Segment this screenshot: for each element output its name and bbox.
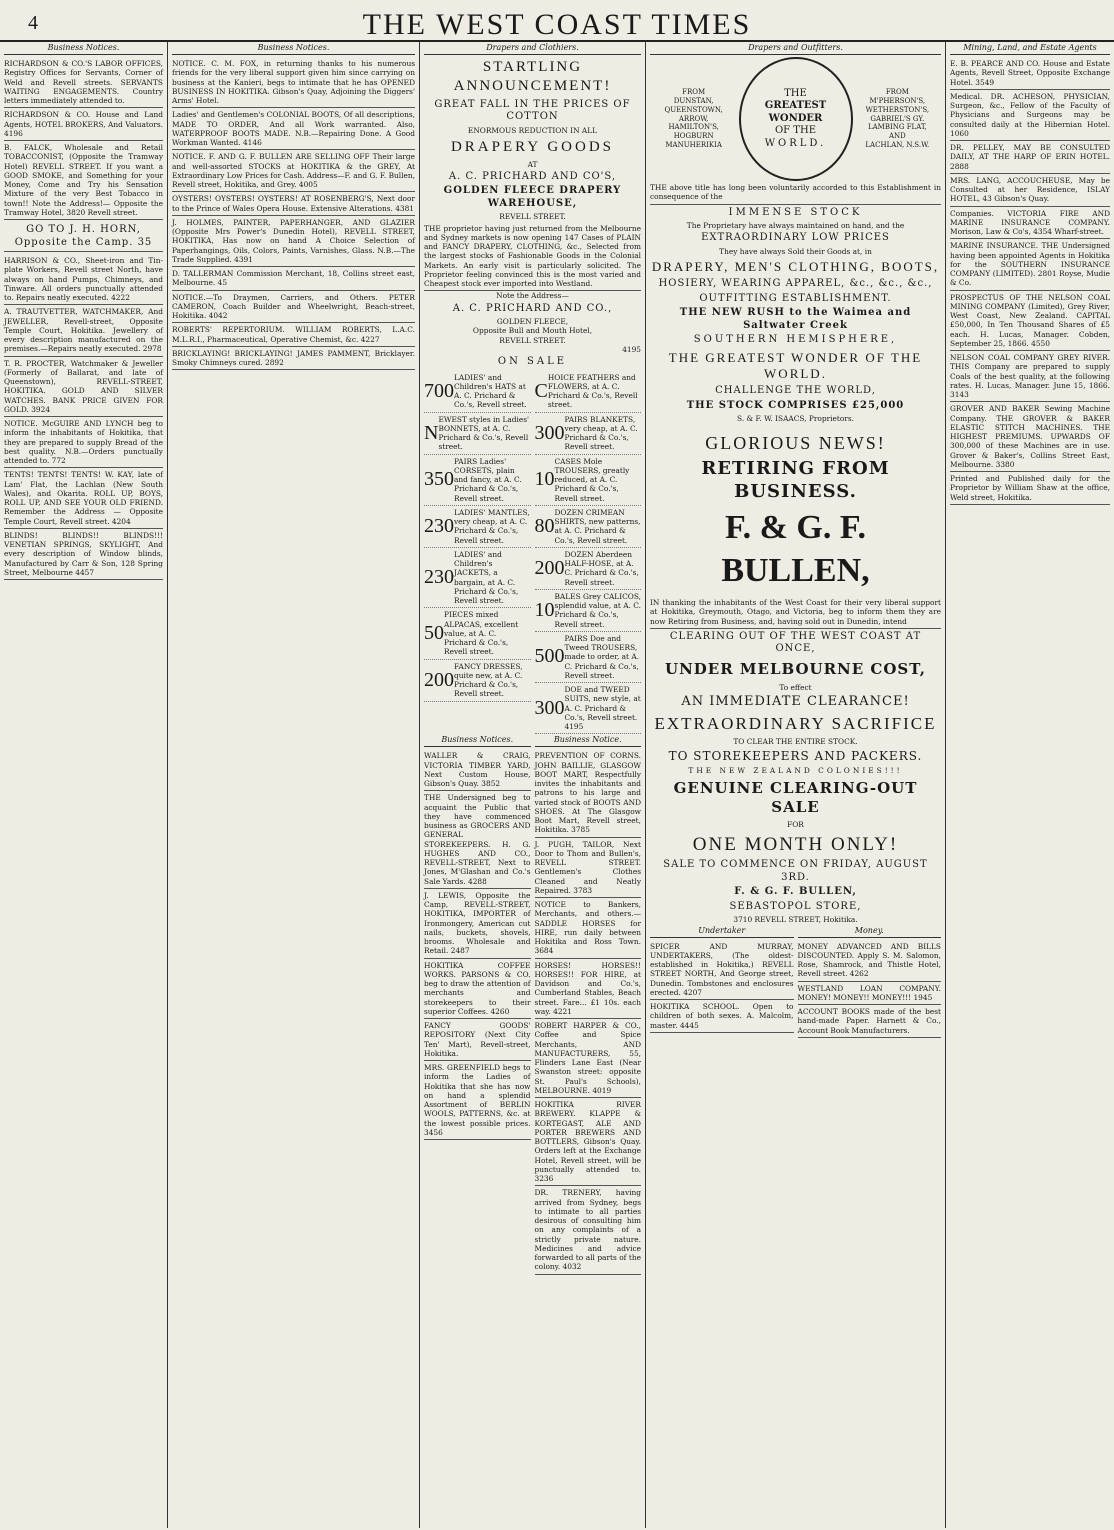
oval-line: THE	[784, 87, 807, 99]
advertisement: MONEY ADVANCED AND BILLS DISCOUNTED. Apply S. M. Salomon, Rose, Shamrock, and Thistle Hotel, Revell street. 4262	[798, 940, 942, 982]
sale-item	[424, 455, 531, 506]
origin-item: ARROW,	[678, 114, 709, 123]
advertisement: J. HOLMES, PAINTER, PAPERHANGER, AND GLAZIER (Opposite Mrs Power's Dunedin Hotel), REVELL STREET, HOKITIKA, Has now on hand A Choice Selection of Paperhangings, Oils, Colors, Paints, Varnishes, Glass. N.B.—The Trade Supplied. 4391	[172, 216, 415, 267]
origin-list-left	[650, 88, 737, 149]
advertisement: HOKITIKA RIVER BREWERY. KLAPPE & KORTEGAST, ALE AND PORTER BREWERS AND BOTTLERS, Gibson's Quay. Orders left at the Exchange Hotel, Revell street, will be punctually attended to. 3236	[535, 1098, 642, 1186]
business-notices-left	[424, 734, 531, 1274]
text-line: The Proprietary have always maintained on hand, and the	[686, 221, 905, 230]
sale-text: EWEST styles in Ladies' BONNETS, at A. C. Prichard & Co.'s, Revell street.	[438, 414, 530, 452]
origin-item: HAMILTON'S,	[668, 123, 719, 132]
advertisement: T. R. PROCTER, Watchmaker & Jeweller (Formerly of Ballarat, and late of Queenstown), REVELL-STREET, HOKITIKA. GOLD AND SILVER WATCHES. BANK PRICE GIVEN FOR GOLD. 3924	[4, 357, 163, 418]
advertisement: WESTLAND LOAN COMPANY. MONEY! MONEY!! MONEY!!! 1945	[798, 982, 942, 1006]
advertisement: NELSON COAL COMPANY GREY RIVER. THIS Company are prepared to supply Coals of the best quality, at the following rates. H. Lucas, Manager. June 15, 1866. 3143	[950, 351, 1110, 402]
advertisement: PROSPECTUS OF THE NELSON COAL MINING COMPANY (Limited), Grey River, West Coast, New Zealand. CAPITAL £50,000, In Ten Thousand Shares of £5 each. H. Lucas, Manager. Cobden, September 25, 1866. 4550	[950, 291, 1110, 352]
text-line: AN IMMEDIATE CLEARANCE!	[681, 693, 910, 709]
sale-item	[535, 371, 642, 413]
sale-item	[535, 590, 642, 632]
sale-item	[424, 548, 531, 609]
column-4	[646, 42, 946, 1528]
sale-item	[424, 371, 531, 413]
origin-item: QUEENSTOWN,	[664, 105, 723, 114]
sale-number: 10	[534, 598, 555, 621]
sale-number: 300	[534, 696, 565, 719]
sale-text: HOICE FEATHERS and FLOWERS, at A. C. Prichard & Co.'s, Revell street.	[547, 372, 638, 410]
text-line: They have always Sold their Goods at, in	[719, 246, 872, 256]
origin-list-right	[854, 88, 941, 149]
advertisement: Ladies' and Gentlemen's COLONIAL BOOTS, Of all descriptions, MADE TO ORDER, And all Work warranted. Also, WATERPROOF BOOTS MADE. N.B.—Repairing Done. A Good Workman Wanted. 4146	[172, 108, 415, 150]
advertisement: E. B. PEARCE AND CO. House and Estate Agents, Revell Street, Opposite Exchange Hotel. 3549	[950, 57, 1110, 90]
advertisement: SPICER AND MURRAY, UNDERTAKERS, (The oldest-established in Hokitika,) REVELL STREET NORTH, And George street, Dunedin. Tombstones and enclosures erected. 4207	[650, 940, 794, 1001]
advertisement-body: THE proprietor having just returned from the Melbourne and Sydney markets is now opening 147 Cases of PLAIN and FANCY DRAPERY, CLOTHING, &c., Selected from the largest stocks of Fashionable Goods in the Colonial Markets. An early visit is particularly solicited. The Proprietor feeling convinced this is the most varied and Cheapest stock ever imported into Westland.	[424, 222, 641, 292]
advertisement: NOTICE. C. M. FOX, in returning thanks to his numerous friends for the very liberal support given him since carrying on business at the Kanieri, begs to intimate that he has OPENED BUSINESS IN HOKITIKA. Gibson's Quay, Adjoining the Diggers' Arms' Hotel.	[172, 57, 415, 108]
text-line: To effect	[779, 682, 812, 692]
advertisement: WALLER & CRAIG, VICTORIA TIMBER YARD, Next Custom House, Gibson's Quay. 3852	[424, 749, 531, 791]
advertisement: NOTICE to Bankers, Merchants, and others.—SADDLE HORSES for HIRE, run daily between Hokitika and Ross Town. 3684	[535, 898, 642, 959]
sale-number: N	[424, 421, 439, 444]
text-line: Note the Address—	[496, 291, 569, 301]
advertisement: RICHARDSON & CO.'S LABOR OFFICES, Registry Offices for Servants, Corner of Weld and Revell streets. SERVANTS WAITING ENGAGEMENTS. Country letters immediately attended to.	[4, 57, 163, 108]
column-5	[946, 42, 1114, 1528]
business-notices-right	[535, 734, 642, 1274]
sale-text: FANCY DRESSES, quite new, at A. C. Prichard & Co.'s, Revell street.	[454, 661, 523, 699]
sale-item	[535, 632, 642, 683]
sale-item	[424, 413, 531, 455]
text-line: THE NEW RUSH to the Waimea and Saltwater Creek	[679, 307, 912, 331]
text-line: IMMENSE STOCK	[728, 206, 863, 218]
text-line: THE NEW ZEALAND COLONIES!!!	[688, 765, 903, 775]
text-line: CLEARING OUT OF THE WEST COAST AT ONCE,	[669, 630, 922, 655]
text-line: SALE TO COMMENCE ON FRIDAY, AUGUST 3RD.	[663, 859, 928, 883]
headline: RETIRING FROM BUSINESS.	[701, 458, 890, 502]
text-line: THE above title has long been voluntarily accorded to this Establishment in consequence of the	[650, 181, 941, 205]
text-line: FOR	[787, 820, 804, 830]
oval-line: WORLD.	[764, 137, 827, 149]
advertisement: MRS. GREENFIELD begs to inform the Ladies of Hokitika that she has now on hand a splendid Assortment of BERLIN WOOLS, PATTERNS, &c. at the lowest possible prices. 3456	[424, 1061, 531, 1140]
sale-text: PIECES mixed ALPACAS, excellent value, at A. C. Prichard & Co.'s, Revell street.	[444, 610, 519, 657]
text-line: THE GREATEST WONDER OF THE WORLD.	[668, 349, 923, 381]
imprint: Printed and Published daily for the Proprietor by William Shaw at the office, Weld street, Hokitika.	[950, 472, 1110, 505]
origin-item: AND	[888, 132, 906, 141]
sale-text: PAIRS Doe and Tweed TROUSERS, made to order, at A. C. Prichard & Co.'s, Revell street.	[564, 633, 640, 680]
masthead	[0, 0, 1114, 42]
origin-item: DUNSTAN,	[673, 97, 714, 106]
advertisement: DR. TRENERY, having arrived from Sydney, begs to intimate to all parties desirous of consulting him on any complaints of a strictly private nature. Medicines and advice forwarded to all parts of the colony. 4032	[535, 1186, 642, 1274]
subheadline: GREAT FALL IN THE PRICES OF COTTON	[434, 98, 631, 122]
sale-item	[535, 413, 642, 455]
advertisement: HOKITIKA SCHOOL. Open to children of both sexes. A. Malcolm, master. 4445	[650, 1000, 794, 1033]
sale-number: 10	[534, 468, 555, 491]
text-line: TO STOREKEEPERS AND PACKERS.	[668, 748, 923, 763]
text-line: CHALLENGE THE WORLD,	[715, 385, 876, 397]
advertisement: ROBERTS' REPERTORIUM. WILLIAM ROBERTS, L.A.C. M.L.R.I., Pharmaceutical, Operative Chemist, &c. 4227	[172, 323, 415, 347]
money-section	[798, 925, 942, 1038]
text-line: A. C. PRICHARD AND CO'S,	[448, 170, 617, 182]
headline: DRAPERY GOODS	[450, 138, 615, 155]
sale-text: LADIES' MANTLES, very cheap, at A. C. Prichard & Co.'s, Revell street.	[454, 507, 530, 545]
section-header: Drapers and Outfitters.	[650, 42, 941, 55]
advertisement: GROVER AND BAKER Sewing Machine Company. THE GROVER & BAKER ELASTIC STITCH MACHINES. THE HIGHEST PREMIUMS. UPWARDS OF 300,000 of these Machines are in use. Grover & Baker's, Collins Street East, Melbourne. 3380	[950, 402, 1110, 472]
advertisement: NOTICE.—To Draymen, Carriers, and Others. PETER CAMERON, Coach Builder and Wheelwright, Beach-street, Hokitika. 4042	[172, 291, 415, 324]
text-line: AT	[527, 159, 538, 169]
text-line: DRAPERY, MEN'S CLOTHING, BOOTS,	[651, 259, 940, 274]
advertisement: DR. PELLEY, MAY BE CONSULTED DAILY, AT THE HARP OF ERIN HOTEL. 2888	[950, 141, 1110, 174]
advertisement: ACCOUNT BOOKS made of the best hand-made Paper. Harnett & Co., Account Book Manufacturers.	[798, 1005, 942, 1038]
section-header: Drapers and Clothiers.	[424, 42, 641, 55]
advertisement: TENTS! TENTS! TENTS! W. KAY, late of Lam' Flat, the Lachlan (New South Wales), and Okarita. ROLL UP, BOYS, ROLL UP, AND SEE YOUR OLD FRIEND. Remember the Address — Opposite Temple Court, Revell street. 4204	[4, 468, 163, 529]
text-line: EXTRAORDINARY LOW PRICES	[701, 232, 890, 244]
advertisement: NOTICE. McGUIRE AND LYNCH beg to inform the inhabitants of Hokitika, that they are prepared to supply Bread of the best quality. N.B.—Orders punctually attended to. 772	[4, 417, 163, 468]
text-line: TO CLEAR THE ENTIRE STOCK.	[733, 737, 858, 747]
sale-text: PAIRS Ladies' CORSETS, plain and fancy, at A. C. Prichard & Co.'s, Revell street.	[454, 456, 522, 503]
text-line: GOLDEN FLEECE,	[496, 317, 569, 326]
on-sale-title: ON SALE	[497, 356, 568, 367]
advertisement: GO TO J. H. HORN, Opposite the Camp. 35	[4, 222, 163, 252]
sale-item	[424, 506, 531, 548]
sale-number: 200	[424, 668, 454, 691]
sale-text: CASES Mole TROUSERS, greatly reduced, at A. C. Prichard & Co.'s, Revell street.	[554, 456, 630, 503]
advertisement: OYSTERS! OYSTERS! OYSTERS! AT ROSENBERG'S, Next door to the Prince of Wales Opera House. Extensive Alterations. 4381	[172, 192, 415, 216]
on-sale-grid	[424, 371, 641, 735]
text-line: ONE MONTH ONLY!	[692, 833, 899, 855]
text-line: REVELL STREET.	[499, 335, 566, 345]
headline: STARTLING ANNOUNCEMENT!	[453, 59, 612, 94]
advertisement: A. TRAUTVETTER, WATCHMAKER, And JEWELLER, Revell-street, Opposite Temple Court, Hokitika. Jewellery of every description manufactured on the premises.—Repairs neatly executed. 2978	[4, 305, 163, 356]
origin-item: GABRIEL'S GY.	[870, 114, 925, 123]
sale-text: DOZEN CRIMEAN SHIRTS, new patterns, at A. C. Prichard & Co.'s, Revell street.	[554, 507, 641, 545]
advertisement: RICHARDSON & CO. House and Land Agents, HOTEL BROKERS, And Valuators. 4196	[4, 108, 163, 141]
on-sale-right	[535, 371, 642, 735]
sale-text: BALES Grey CALICOS, splendid value, at A. C. Prichard & Co.'s, Revell street.	[554, 591, 642, 629]
text-line: Opposite Bull and Mouth Hotel,	[472, 326, 593, 336]
business-notices-split	[424, 734, 641, 1274]
advertisement: Medical. DR. ACHESON, PHYSICIAN, Surgeon, &c., Fellow of the Faculty of Physicians and Surgeons may be consulted daily at the Hibernian Hotel. 1060	[950, 90, 1110, 141]
sale-item	[535, 506, 642, 548]
section-header: Mining, Land, and Estate Agents	[950, 42, 1110, 55]
sale-text: LADIES' and Children's JACKETS, a bargain, at A. C. Prichard & Co.'s, Revell street.	[454, 549, 519, 605]
sale-item	[535, 683, 642, 734]
wonder-oval	[739, 57, 853, 181]
column-2	[168, 42, 420, 1528]
advertisement: ROBERT HARPER & CO., Coffee and Spice Merchants, AND MANUFACTURERS, 55, Flinders Lane East (Near Swanston street: opposite St. Paul's Schools), MELBOURNE. 4019	[535, 1019, 642, 1098]
section-header: Business Notice.	[535, 734, 642, 747]
advertisement: HARRISON & CO., Sheet-iron and Tin-plate Workers, Revell street North, have always on hand Pumps, Chimneys, and Tinware. All orders punctually attended to. Repairs neatly executed. 4222	[4, 254, 163, 305]
text-line: F. & G. F. BULLEN,	[734, 886, 857, 898]
sale-number: C	[534, 379, 548, 402]
oval-line: OF THE	[774, 125, 816, 137]
origin-item: LAMBING FLAT,	[867, 123, 927, 132]
advertisement: MARINE INSURANCE. THE Undersigned having been appointed Agents in Hokitika for the SOUTHERN INSURANCE COMPANY (LIMITED). 2801 Royse, Mudie & Co.	[950, 239, 1110, 290]
text-line: SOUTHERN HEMISPHERE,	[693, 334, 898, 346]
origin-item: FROM	[885, 88, 909, 97]
text-line: ENORMOUS REDUCTION IN ALL	[467, 125, 598, 135]
sale-item	[424, 660, 531, 702]
sale-number: 700	[424, 379, 454, 402]
section-header: Business Notices.	[172, 42, 415, 55]
section-header: Business Notices.	[424, 734, 531, 747]
sale-number: 200	[534, 556, 565, 579]
text-line: UNDER MELBOURNE COST,	[664, 659, 926, 678]
undertaker-section	[650, 925, 794, 1038]
sale-number: 230	[424, 514, 454, 537]
greatest-wonder-banner	[650, 57, 941, 181]
advertisement: THE Undersigned beg to acquaint the Public that they have commenced business as GROCERS AND GENERAL STOREKEEPERS. H. G. HUGHES AND CO., REVELL-STREET, Next to Jones, M'Glashan and Co.'s Sale Yards. 4288	[424, 791, 531, 889]
advertisement: FANCY GOODS' REPOSITORY (Next City Ten' Mart), Revell-street, Hokitika.	[424, 1019, 531, 1061]
text-line: HOSIERY, WEARING APPAREL, &c., &c., &c.,	[658, 278, 933, 290]
advertisement: HOKITIKA COFFEE WORKS. PARSONS & CO. beg to draw the attention of merchants and storekeepers to their superior Coffees. 4260	[424, 959, 531, 1020]
advertisement: Companies. VICTORIA FIRE AND MARINE INSURANCE COMPANY. Morison, Law & Co's, 4354 Wharf-street.	[950, 207, 1110, 240]
sale-text: PAIRS BLANKETS, very cheap, at A. C. Prichard & Co.'s, Revell street.	[564, 414, 638, 452]
text-line: REVELL STREET.	[499, 212, 566, 222]
sale-number: 230	[424, 566, 454, 588]
advertisement: MRS. LANG, ACCOUCHEUSE, May be Consulted at her Residence, ISLAY HOTEL, 43 Gibson's Quay.	[950, 174, 1110, 207]
oval-line: GREATEST WONDER	[764, 100, 827, 124]
text-line: GENUINE CLEARING-OUT SALE	[673, 778, 918, 816]
undertaker-money-split	[650, 925, 941, 1038]
section-header: Business Notices.	[4, 42, 163, 55]
text-line: GOLDEN FLEECE DRAPERY WAREHOUSE,	[443, 185, 622, 209]
sale-number: 50	[424, 621, 444, 644]
advertisement: J. LEWIS, Opposite the Camp, REVELL-STREET, HOKITIKA, IMPORTER of Ironmongery, American cut nails, buckets, shovels, brooms. Wholesale and Retail. 2487	[424, 889, 531, 959]
sale-item	[535, 548, 642, 590]
column-3	[420, 42, 646, 1528]
on-sale-left	[424, 371, 531, 735]
text-line: SEBASTOPOL STORE,	[729, 900, 862, 912]
newspaper-title: THE WEST COAST TIMES	[362, 8, 752, 41]
advertisement-body: IN thanking the inhabitants of the West Coast for their very liberal support at Hokitika, Greymouth, Otago, and Victoria, beg to inform them they are now Retiring from Business, and, having sold out in Dunedin, intend	[650, 596, 941, 629]
sale-number: 500	[534, 645, 565, 668]
sale-text: LADIES' and Children's HATS at A. C. Prichard & Co.'s, Revell street.	[454, 372, 527, 410]
sale-number: 300	[534, 421, 565, 444]
advertisement: PREVENTION OF CORNS. JOHN BAILLIE, GLASGOW BOOT MART, Respectfully invites the inhabitants and patrons to his large and varied stock of BOOTS AND SHOES. At The Glasgow Boot Mart, Revell street, Hokitika. 3785	[535, 749, 642, 837]
advertisement: J. PUGH, TAILOR, Next Door to Thom and Bullen's, REVELL STREET. Gentlemen's Clothes Cleaned and Neatly Repaired. 3783	[535, 838, 642, 899]
sale-item	[424, 608, 531, 659]
text-line: S. & F. W. ISAACS, Proprietors.	[737, 414, 854, 424]
advertisement: NOTICE. F. AND G. F. BULLEN ARE SELLING OFF Their large and well-assorted STOCKS at HOKITIKA & the GREY, At Extraordinary Low Prices for Cash. Address—F. and G. F. Bullen, Revell street, Hokitika, and Grey. 4005	[172, 150, 415, 192]
column-1	[0, 42, 168, 1528]
origin-item: HOGBURN	[673, 132, 714, 141]
origin-item: FROM	[682, 88, 706, 97]
sale-number: 80	[534, 514, 555, 537]
sale-number: 350	[424, 468, 454, 491]
advertisement: HORSES! HORSES!! HORSES!! FOR HIRE, at Davidson and Co.'s, Cumberland Stables, Beach street. Fare... £1 10s. each way. 4221	[535, 959, 642, 1020]
text-line: OUTFITTING ESTABLISHMENT.	[699, 292, 892, 304]
advertisement: B. FALCK, Wholesale and Retail TOBACCONIST, (Opposite the Tramway Hotel) REVELL STREET. If you want a GOOD SMOKE, and Something for your Money, Come and Try his Sensation Mixture of the very Best Tobacco in town!! Note the Address!— Opposite the Tramway Hotel, 3820 Revell street.	[4, 141, 163, 220]
section-header: Money.	[798, 925, 942, 938]
headline: F. & G. F. BULLEN,	[721, 509, 870, 589]
headline: GLORIOUS NEWS!	[705, 432, 886, 453]
text-line: 3710 REVELL STREET, Hokitika.	[733, 915, 858, 925]
text-line: THE STOCK COMPRISES £25,000	[686, 399, 905, 411]
section-header: Undertaker	[650, 925, 794, 938]
origin-item: LACHLAN, N.S.W.	[865, 140, 930, 149]
advertisement: BLINDS! BLINDS!! BLINDS!!! VENETIAN SPRINGS, SKYLIGHT, And every description of Window blinds, Manufactured by Carr & Son, 128 Spring Street, Melbourne 4457	[4, 529, 163, 580]
sale-text: DOZEN Aberdeen HALF-HOSE, at A. C. Prichard & Co.'s, Revell street.	[564, 549, 639, 587]
ad-number: 4195	[622, 344, 641, 354]
sale-text: DOE and TWEED SUITS, new style, at A. C. Prichard & Co.'s, Revell street. 4195	[564, 685, 641, 731]
advertisement: D. TALLERMAN Commission Merchant, 18, Collins street east, Melbourne. 45	[172, 267, 415, 291]
origin-item: M'PHERSON'S,	[869, 97, 926, 106]
page-number: 4	[28, 12, 38, 34]
sale-item	[535, 455, 642, 506]
advertisement: BRICKLAYING! BRICKLAYING! JAMES PAMMENT, Bricklayer. Smoky Chimneys cured. 2892	[172, 347, 415, 371]
text-line: A. C. PRICHARD AND CO.,	[452, 302, 613, 314]
text-line: EXTRAORDINARY SACRIFICE	[654, 714, 937, 733]
origin-item: MANUHERIKIA	[665, 140, 722, 149]
origin-item: WETHERSTON'S,	[865, 105, 930, 114]
